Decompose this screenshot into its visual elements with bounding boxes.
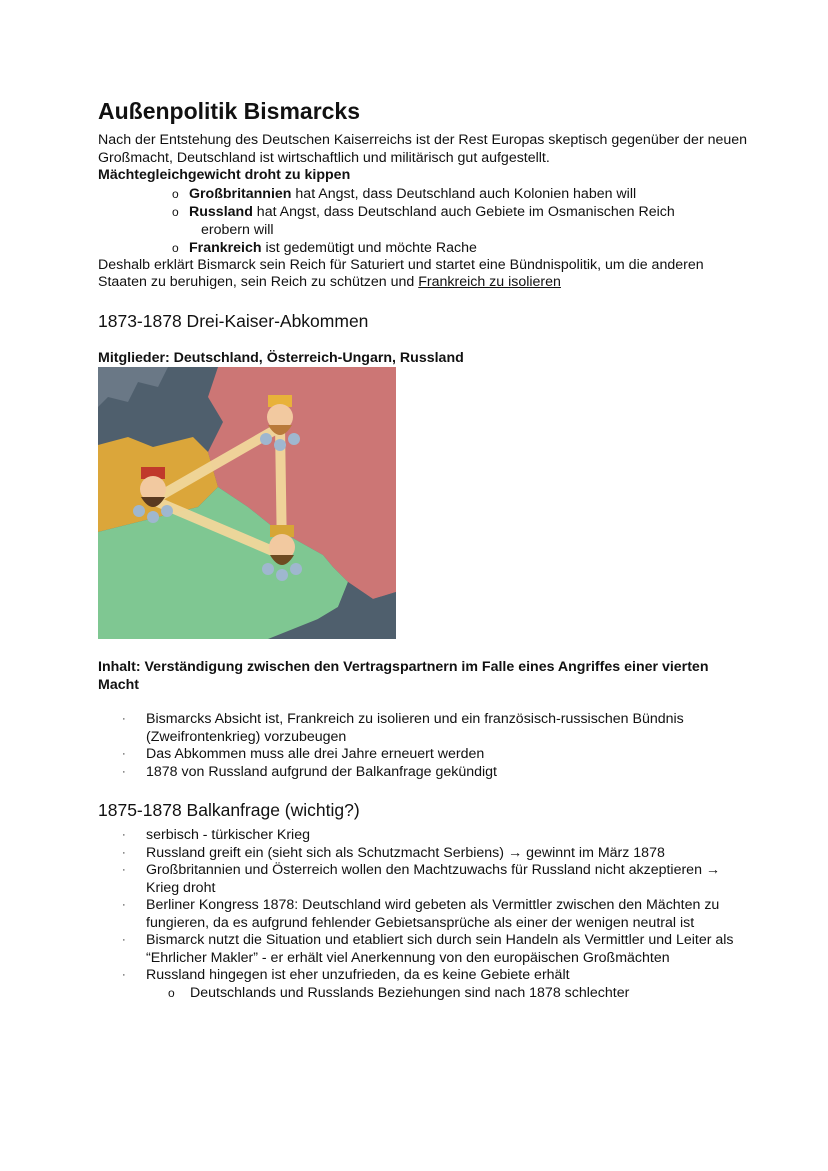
bullet-icon: · xyxy=(122,713,126,725)
list-item: · Russland hingegen ist eher unzufrieden, da es keine Gebiete erhält o Deutschlands und Russlands Beziehungen sind nach 1878 schlechter xyxy=(122,967,748,1002)
circle-bullet-icon: o xyxy=(168,985,175,1000)
page-title: Außenpolitik Bismarcks xyxy=(98,98,361,124)
list-item: o Großbritannien hat Angst, dass Deutschland auch Kolonien haben will xyxy=(172,185,637,202)
document-page xyxy=(98,96,748,1002)
list-item: · Russland greift ein (sieht sich als Schutzmacht Serbiens) → gewinnt im März 1878 xyxy=(122,844,665,861)
members-line: Mitglieder: Deutschland, Österreich-Ungarn, Russland xyxy=(98,349,464,366)
intro-paragraph: Nach der Entstehung des Deutschen Kaiserreichs ist der Rest Europas skeptisch gegenüber der neuen Großmacht, Deutschland ist wirtschaftlich und militärisch gut aufgestellt. xyxy=(98,132,748,166)
drei-kaiser-list xyxy=(98,711,748,781)
bullet-icon: · xyxy=(122,765,126,778)
balance-heading: Mächtegleichgewicht droht zu kippen xyxy=(98,167,351,183)
list-item: o Deutschlands und Russlands Beziehungen sind nach 1878 schlechter xyxy=(168,984,630,1001)
section-heading-drei-kaiser: 1873-1878 Drei-Kaiser-Abkommen xyxy=(98,310,369,331)
list-item: · Großbritannien und Österreich wollen den Machtzuwachs für Russland nicht akzeptieren → Krieg droht xyxy=(122,862,721,896)
bullet-icon: · xyxy=(122,748,126,760)
section-heading-balkanfrage: 1875-1878 Balkanfrage (wichtig?) xyxy=(98,800,360,820)
circle-bullet-icon: o xyxy=(172,240,179,255)
fears-list xyxy=(98,185,748,257)
bullet-icon: · xyxy=(122,899,126,911)
list-item: · Das Abkommen muss alle drei Jahre erneuert werden xyxy=(122,746,485,762)
list-item: o Russland hat Angst, dass Deutschland auch Gebiete im Osmanischen Reich erobern will xyxy=(172,203,675,238)
three-emperors-map xyxy=(98,367,396,639)
bullet-icon: · xyxy=(122,846,126,859)
bullet-icon: · xyxy=(122,829,126,841)
nested-list xyxy=(146,985,748,1003)
list-item: · Berliner Kongress 1878: Deutschland wird gebeten als Vermittler zwischen den Mächten zu fungieren, da es aufgrund fehlender Gebietsansprüche als einer der wenigen neutral ist xyxy=(122,897,720,931)
conclusion-link: Frankreich zu isolieren xyxy=(418,274,561,290)
list-item: · Bismarck nutzt die Situation und etabliert sich durch sein Handeln als Vermittler und Leiter als “Ehrlicher Makler” - er erhält viel Anerkennung von den europäischen Großmächten xyxy=(122,932,734,966)
list-item: o Frankreich ist gedemütigt und möchte Rache xyxy=(172,239,477,256)
list-item: · serbisch - türkischer Krieg xyxy=(122,827,310,843)
list-item: · 1878 von Russland aufgrund der Balkanfrage gekündigt xyxy=(122,763,497,780)
bullet-icon: · xyxy=(122,864,126,876)
bullet-icon: · xyxy=(122,934,126,946)
circle-bullet-icon: o xyxy=(172,186,179,201)
circle-bullet-icon: o xyxy=(172,204,179,219)
conclusion-paragraph: Deshalb erklärt Bismarck sein Reich für Saturiert und startet eine Bündnispolitik, um die anderen Staaten zu beruhigen, sein Reich zu schützen und Frankreich zu isolieren xyxy=(98,256,704,290)
list-item: · Bismarcks Absicht ist, Frankreich zu isolieren und ein französisch-russischen Bündnis (Zweifrontenkrieg) vorzubeugen xyxy=(122,711,684,745)
balkanfrage-list xyxy=(98,827,748,1002)
bullet-icon: · xyxy=(122,969,126,981)
content-line: Inhalt: Verständigung zwischen den Vertragspartnern im Falle eines Angriffes einer vierten Macht xyxy=(98,659,709,693)
